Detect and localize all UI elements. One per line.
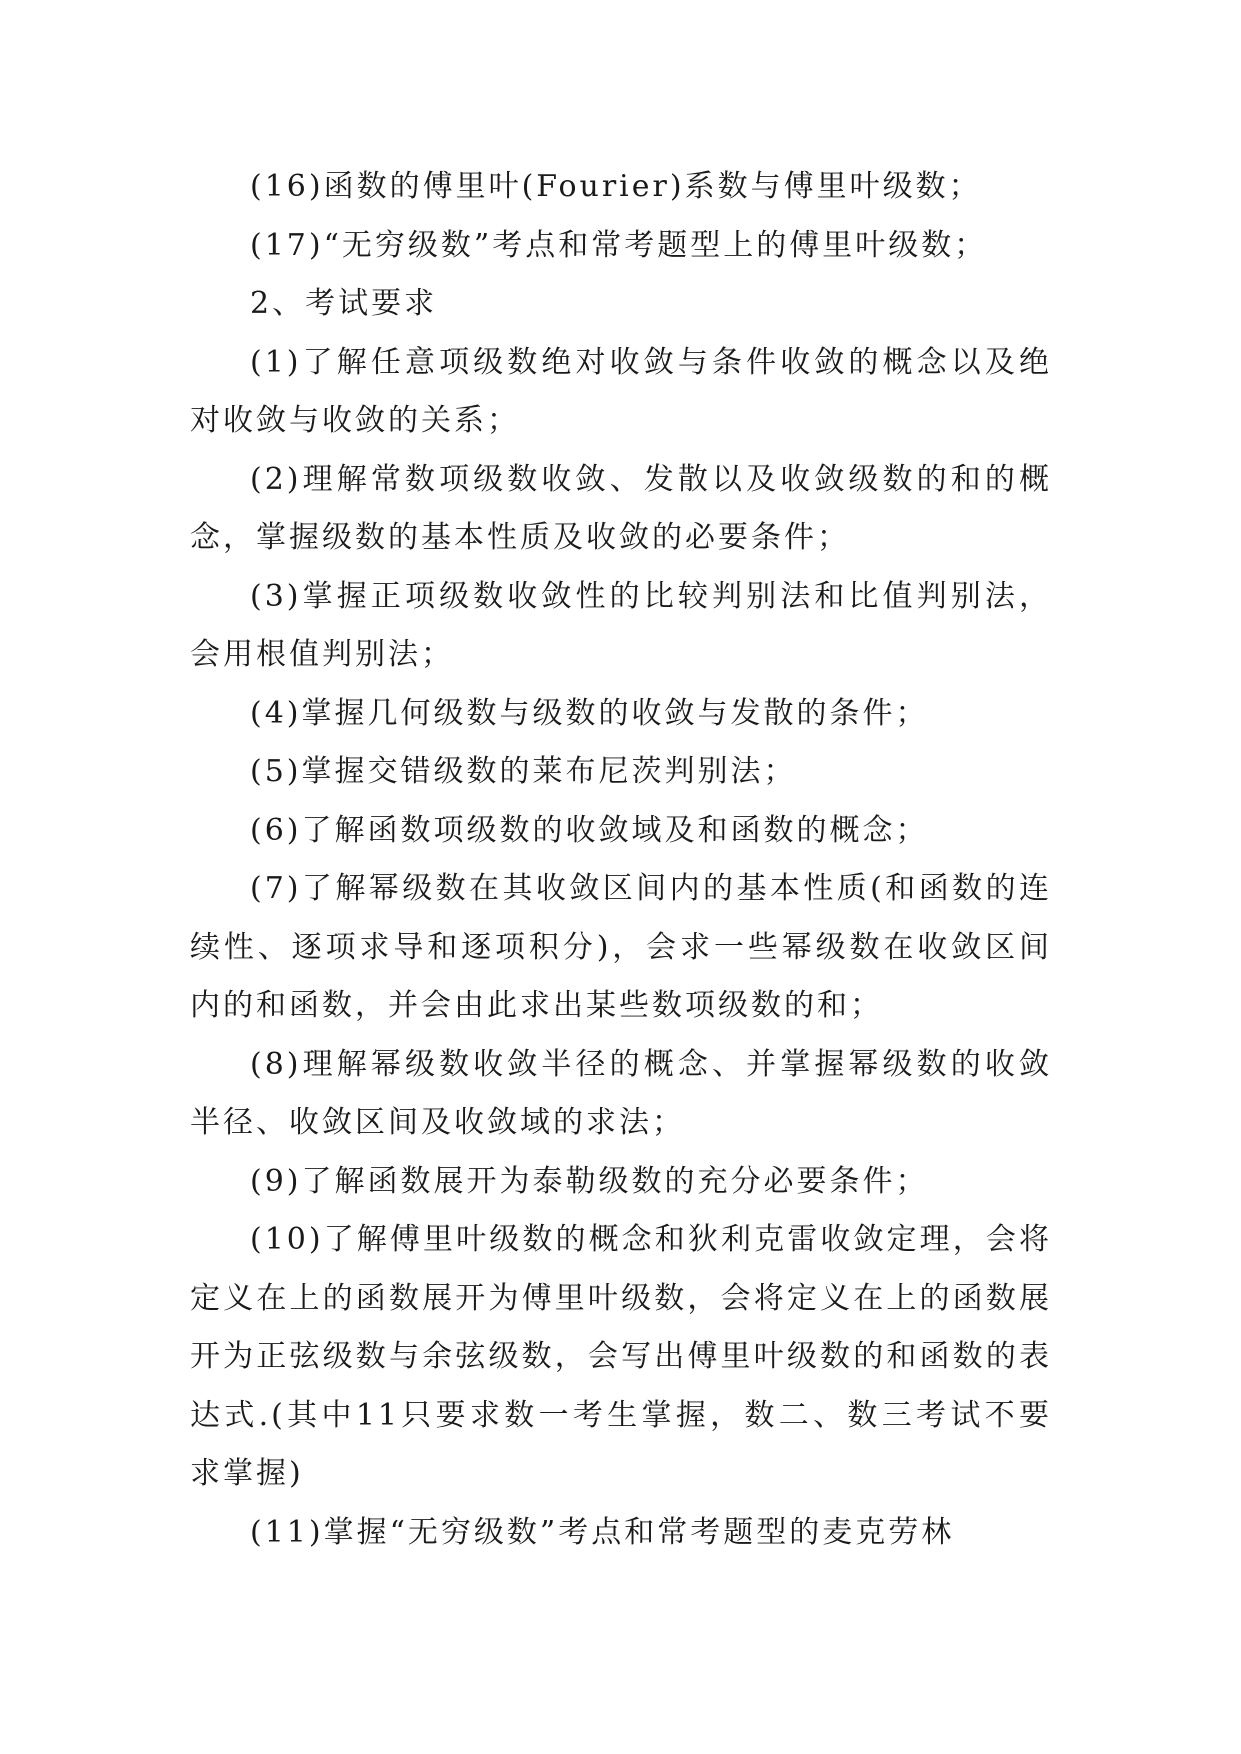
requirement-10: (10)了解傅里叶级数的概念和狄利克雷收敛定理，会将定义在上的函数展开为傅里叶级数，会将定义在上的函数展开为正弦级数与余弦级数，会写出傅里叶级数的和函数的表达式.(其中11只要求数一考生掌握，数二、数三考试不要求掌握) bbox=[190, 1222, 1052, 1491]
body-text bbox=[190, 158, 1052, 1562]
requirement-1: (1)了解任意项级数绝对收敛与条件收敛的概念以及绝对收敛与收敛的关系； bbox=[190, 344, 1052, 438]
requirement-3: (3)掌握正项级数收敛性的比较判别法和比值判别法，会用根值判别法； bbox=[190, 578, 1052, 672]
requirement-7: (7)了解幂级数在其收敛区间内的基本性质(和函数的连续性、逐项求导和逐项积分)，会求一些幂级数在收敛区间内的和函数，并会由此求出某些数项级数的和； bbox=[190, 871, 1052, 1023]
requirement-2: (2)理解常数项级数收敛、发散以及收敛级数的和的概念，掌握级数的基本性质及收敛的必要条件； bbox=[190, 461, 1052, 555]
paragraph-fourier-series: (16)函数的傅里叶(Fourier)系数与傅里叶级数； bbox=[250, 169, 982, 204]
requirement-5: (5)掌握交错级数的莱布尼茨判别法； bbox=[250, 754, 797, 789]
paragraph-exam-topic-fourier: (17)“无穷级数”考点和常考题型上的傅里叶级数； bbox=[250, 227, 988, 263]
requirement-11: (11)掌握“无穷级数”考点和常考题型的麦克劳林 bbox=[250, 1514, 955, 1550]
requirement-4: (4)掌握几何级数与级数的收敛与发散的条件； bbox=[250, 695, 929, 731]
requirement-9: (9)了解函数展开为泰勒级数的充分必要条件； bbox=[250, 1163, 929, 1199]
requirement-6: (6)了解函数项级数的收敛域及和函数的概念； bbox=[250, 812, 929, 848]
section-heading-exam-requirements: 2、考试要求 bbox=[250, 286, 438, 321]
requirement-8: (8)理解幂级数收敛半径的概念、并掌握幂级数的收敛半径、收敛区间及收敛域的求法； bbox=[190, 1046, 1052, 1140]
